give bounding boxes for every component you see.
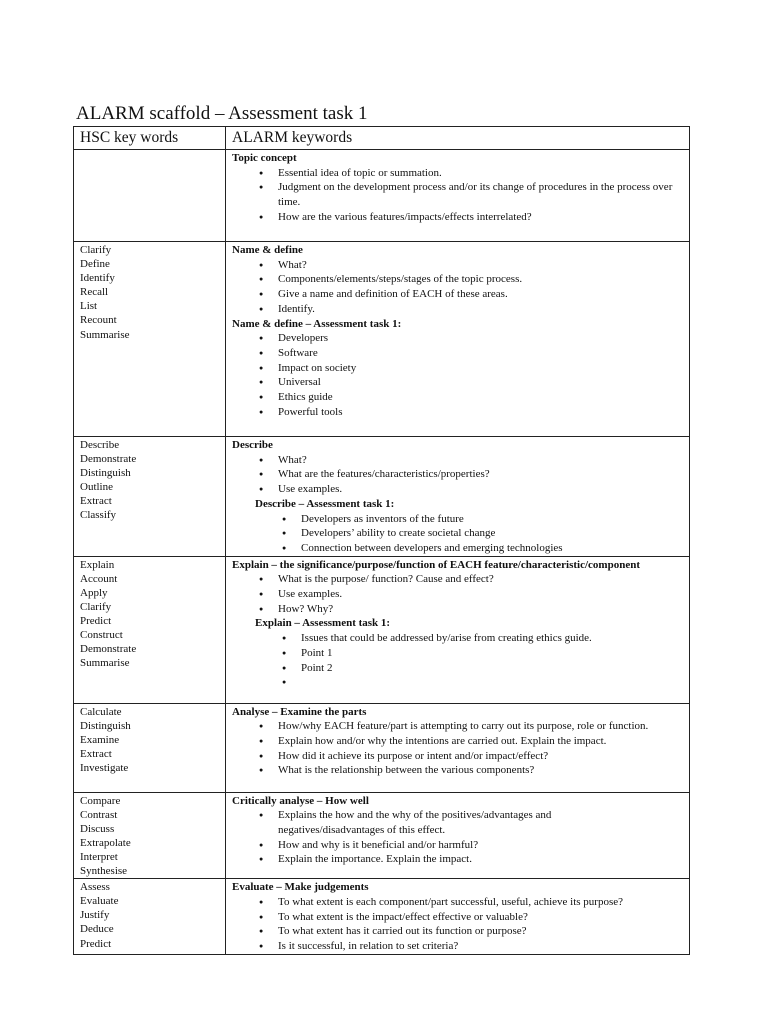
section-heading: Critically analyse – How well xyxy=(232,794,369,807)
alarm-keywords-cell xyxy=(226,879,690,955)
alarm-keywords-cell xyxy=(226,242,690,437)
keyword: Extract xyxy=(80,495,112,508)
keyword: Contrast xyxy=(80,808,118,821)
keyword: Distinguish xyxy=(80,467,131,480)
table-row xyxy=(74,703,690,792)
keyword: Construct xyxy=(80,629,123,642)
keyword: Define xyxy=(80,258,110,271)
bullet-item: ● Connection between developers and emerging technologies xyxy=(232,541,689,556)
section-heading: Evaluate – Make judgements xyxy=(232,881,369,894)
keyword: Describe xyxy=(80,439,120,451)
alarm-keywords-cell xyxy=(226,792,690,879)
keyword: Assess xyxy=(80,881,110,894)
alarm-keywords-cell xyxy=(226,703,690,792)
bullet-item: ● What is the purpose/ function? Cause and effect? xyxy=(232,572,689,587)
keyword: Synthesise xyxy=(80,865,128,878)
bullet-item: ● What? xyxy=(232,453,689,468)
table-row xyxy=(74,242,690,437)
bullet-item: ● What are the features/characteristics/properties? xyxy=(232,467,689,482)
bullet-item: ● Powerful tools xyxy=(232,405,689,420)
hsc-keywords-cell xyxy=(74,437,226,557)
bullet-item xyxy=(232,675,689,689)
bullet-item: ● Software xyxy=(232,346,689,361)
bullet-item: ● Developers as inventors of the future xyxy=(232,512,689,527)
bullet-item: ● How and why is it beneficial and/or harmful? xyxy=(232,838,689,853)
bullet-item: ● What? xyxy=(232,258,689,273)
section-heading: Name & define – Assessment task 1: xyxy=(232,317,402,330)
table-row xyxy=(74,437,690,557)
keyword: Clarify xyxy=(80,600,112,613)
bullet-item: ● Give a name and definition of EACH of these areas. xyxy=(232,287,689,302)
bullet-item: ● Explain the importance. Explain the impact. xyxy=(232,852,689,867)
keyword: Summarise xyxy=(80,328,130,341)
keyword: Extract xyxy=(80,747,112,760)
bullet-item: ● Essential idea of topic or summation. xyxy=(232,166,689,181)
table-row xyxy=(74,150,690,242)
hsc-keywords-cell xyxy=(74,242,226,437)
keyword: Justify xyxy=(80,909,110,922)
bullet-list xyxy=(232,258,689,317)
bullet-item: ● Components/elements/steps/stages of the topic process. xyxy=(232,272,689,287)
hsc-keywords-cell xyxy=(74,150,226,242)
header-alarm-keywords: ALARM keywords xyxy=(226,127,690,150)
bullet-list xyxy=(232,631,689,689)
keyword: Discuss xyxy=(80,822,115,835)
bullet-item: ● Ethics guide xyxy=(232,390,689,405)
header-hsc-key-words: HSC key words xyxy=(74,127,226,150)
keyword: Examine xyxy=(80,733,120,746)
keyword: Investigate xyxy=(80,762,129,774)
hsc-keywords-cell xyxy=(74,879,226,955)
bullet-list xyxy=(232,572,689,616)
bullet-item: ● Developers’ ability to create societal change xyxy=(232,526,689,541)
bullet-item: ● Use examples. xyxy=(232,482,689,497)
section-heading: Analyse – Examine the parts xyxy=(232,705,367,718)
table-row xyxy=(74,792,690,879)
bullet-item: ● To what extent has it carried out its function or purpose? xyxy=(232,924,689,939)
bullet-list xyxy=(232,453,689,497)
bullet-item: ● Developers xyxy=(232,331,689,346)
keyword: Interpret xyxy=(80,851,118,863)
bullet-item: ● Point 1 xyxy=(232,646,689,661)
table-row xyxy=(74,556,690,703)
bullet-item: ● Explain how and/or why the intentions are carried out. Explain the impact. xyxy=(232,734,689,749)
keyword: Demonstrate xyxy=(80,453,137,466)
bullet-list xyxy=(232,719,689,778)
bullet-item: ● To what extent is each component/part successful, useful, achieve its purpose? xyxy=(232,895,689,910)
keyword: Outline xyxy=(80,481,113,494)
bullet-item: ● How are the various features/impacts/effects interrelated? xyxy=(232,210,689,225)
bullet-item: ● Use examples. xyxy=(232,587,689,602)
keyword: Deduce xyxy=(80,923,114,936)
bullet-list xyxy=(232,331,689,419)
keyword: Explain xyxy=(80,558,115,571)
hsc-keywords-cell xyxy=(74,792,226,879)
hsc-keywords-cell xyxy=(74,703,226,792)
bullet-item: ● Explains the how and the why of the positives/advantages and negatives/disadvantages of this effect. xyxy=(232,808,689,837)
keyword: Classify xyxy=(80,509,117,522)
keyword: Predict xyxy=(80,937,112,950)
bullet-item: ● Is it successful, in relation to set criteria? xyxy=(232,939,689,954)
bullet-list xyxy=(232,895,689,954)
bullet-list xyxy=(232,808,689,867)
hsc-keywords-cell xyxy=(74,556,226,703)
alarm-keywords-cell xyxy=(226,556,690,703)
keyword: Apply xyxy=(80,586,108,599)
section-heading: Name & define xyxy=(232,244,303,256)
keyword: Extrapolate xyxy=(80,836,131,849)
bullet-item: ● To what extent is the impact/effect effective or valuable? xyxy=(232,910,689,925)
keyword: Clarify xyxy=(80,244,112,256)
keyword: List xyxy=(80,300,98,313)
bullet-item: ● Impact on society xyxy=(232,361,689,376)
section-heading: Explain – the significance/purpose/function of EACH feature/characteristic/component xyxy=(232,558,640,571)
keyword: Predict xyxy=(80,615,112,627)
section-heading: Describe xyxy=(232,439,273,451)
table-row xyxy=(74,879,690,955)
table-header-row xyxy=(74,127,690,150)
bullet-item: ● Identify. xyxy=(232,302,689,317)
alarm-table xyxy=(73,126,690,955)
keyword: Summarise xyxy=(80,657,130,670)
page-title: ALARM scaffold – Assessment task 1 xyxy=(76,103,368,124)
bullet-item: ● Universal xyxy=(232,375,689,390)
bullet-item: ● How did it achieve its purpose or intent and/or impact/effect? xyxy=(232,749,689,764)
bullet-list xyxy=(232,512,689,556)
keyword: Identify xyxy=(80,272,115,285)
bullet-item: ● What is the relationship between the various components? xyxy=(232,763,689,778)
keyword: Recount xyxy=(80,314,117,327)
alarm-keywords-cell xyxy=(226,150,690,242)
section-heading: Describe – Assessment task 1: xyxy=(255,497,395,510)
bullet-item: ● How? Why? xyxy=(232,602,689,617)
section-heading: Topic concept xyxy=(232,152,297,164)
bullet-list xyxy=(232,166,689,225)
keyword: Demonstrate xyxy=(80,643,137,656)
keyword: Distinguish xyxy=(80,719,131,732)
bullet-item: ● Point 2 xyxy=(232,661,689,676)
bullet-item: ● Judgment on the development process and/or its change of procedures in the process over time. xyxy=(232,180,689,209)
bullet-item: ● Issues that could be addressed by/arise from creating ethics guide. xyxy=(232,631,689,646)
keyword: Compare xyxy=(80,794,121,807)
keyword: Calculate xyxy=(80,705,122,718)
bullet-item: ● How/why EACH feature/part is attempting to carry out its purpose, role or function. xyxy=(232,719,689,734)
section-heading: Explain – Assessment task 1: xyxy=(255,617,391,630)
keyword: Evaluate xyxy=(80,895,119,908)
alarm-keywords-cell xyxy=(226,437,690,557)
keyword: Account xyxy=(80,572,118,585)
keyword: Recall xyxy=(80,286,109,299)
